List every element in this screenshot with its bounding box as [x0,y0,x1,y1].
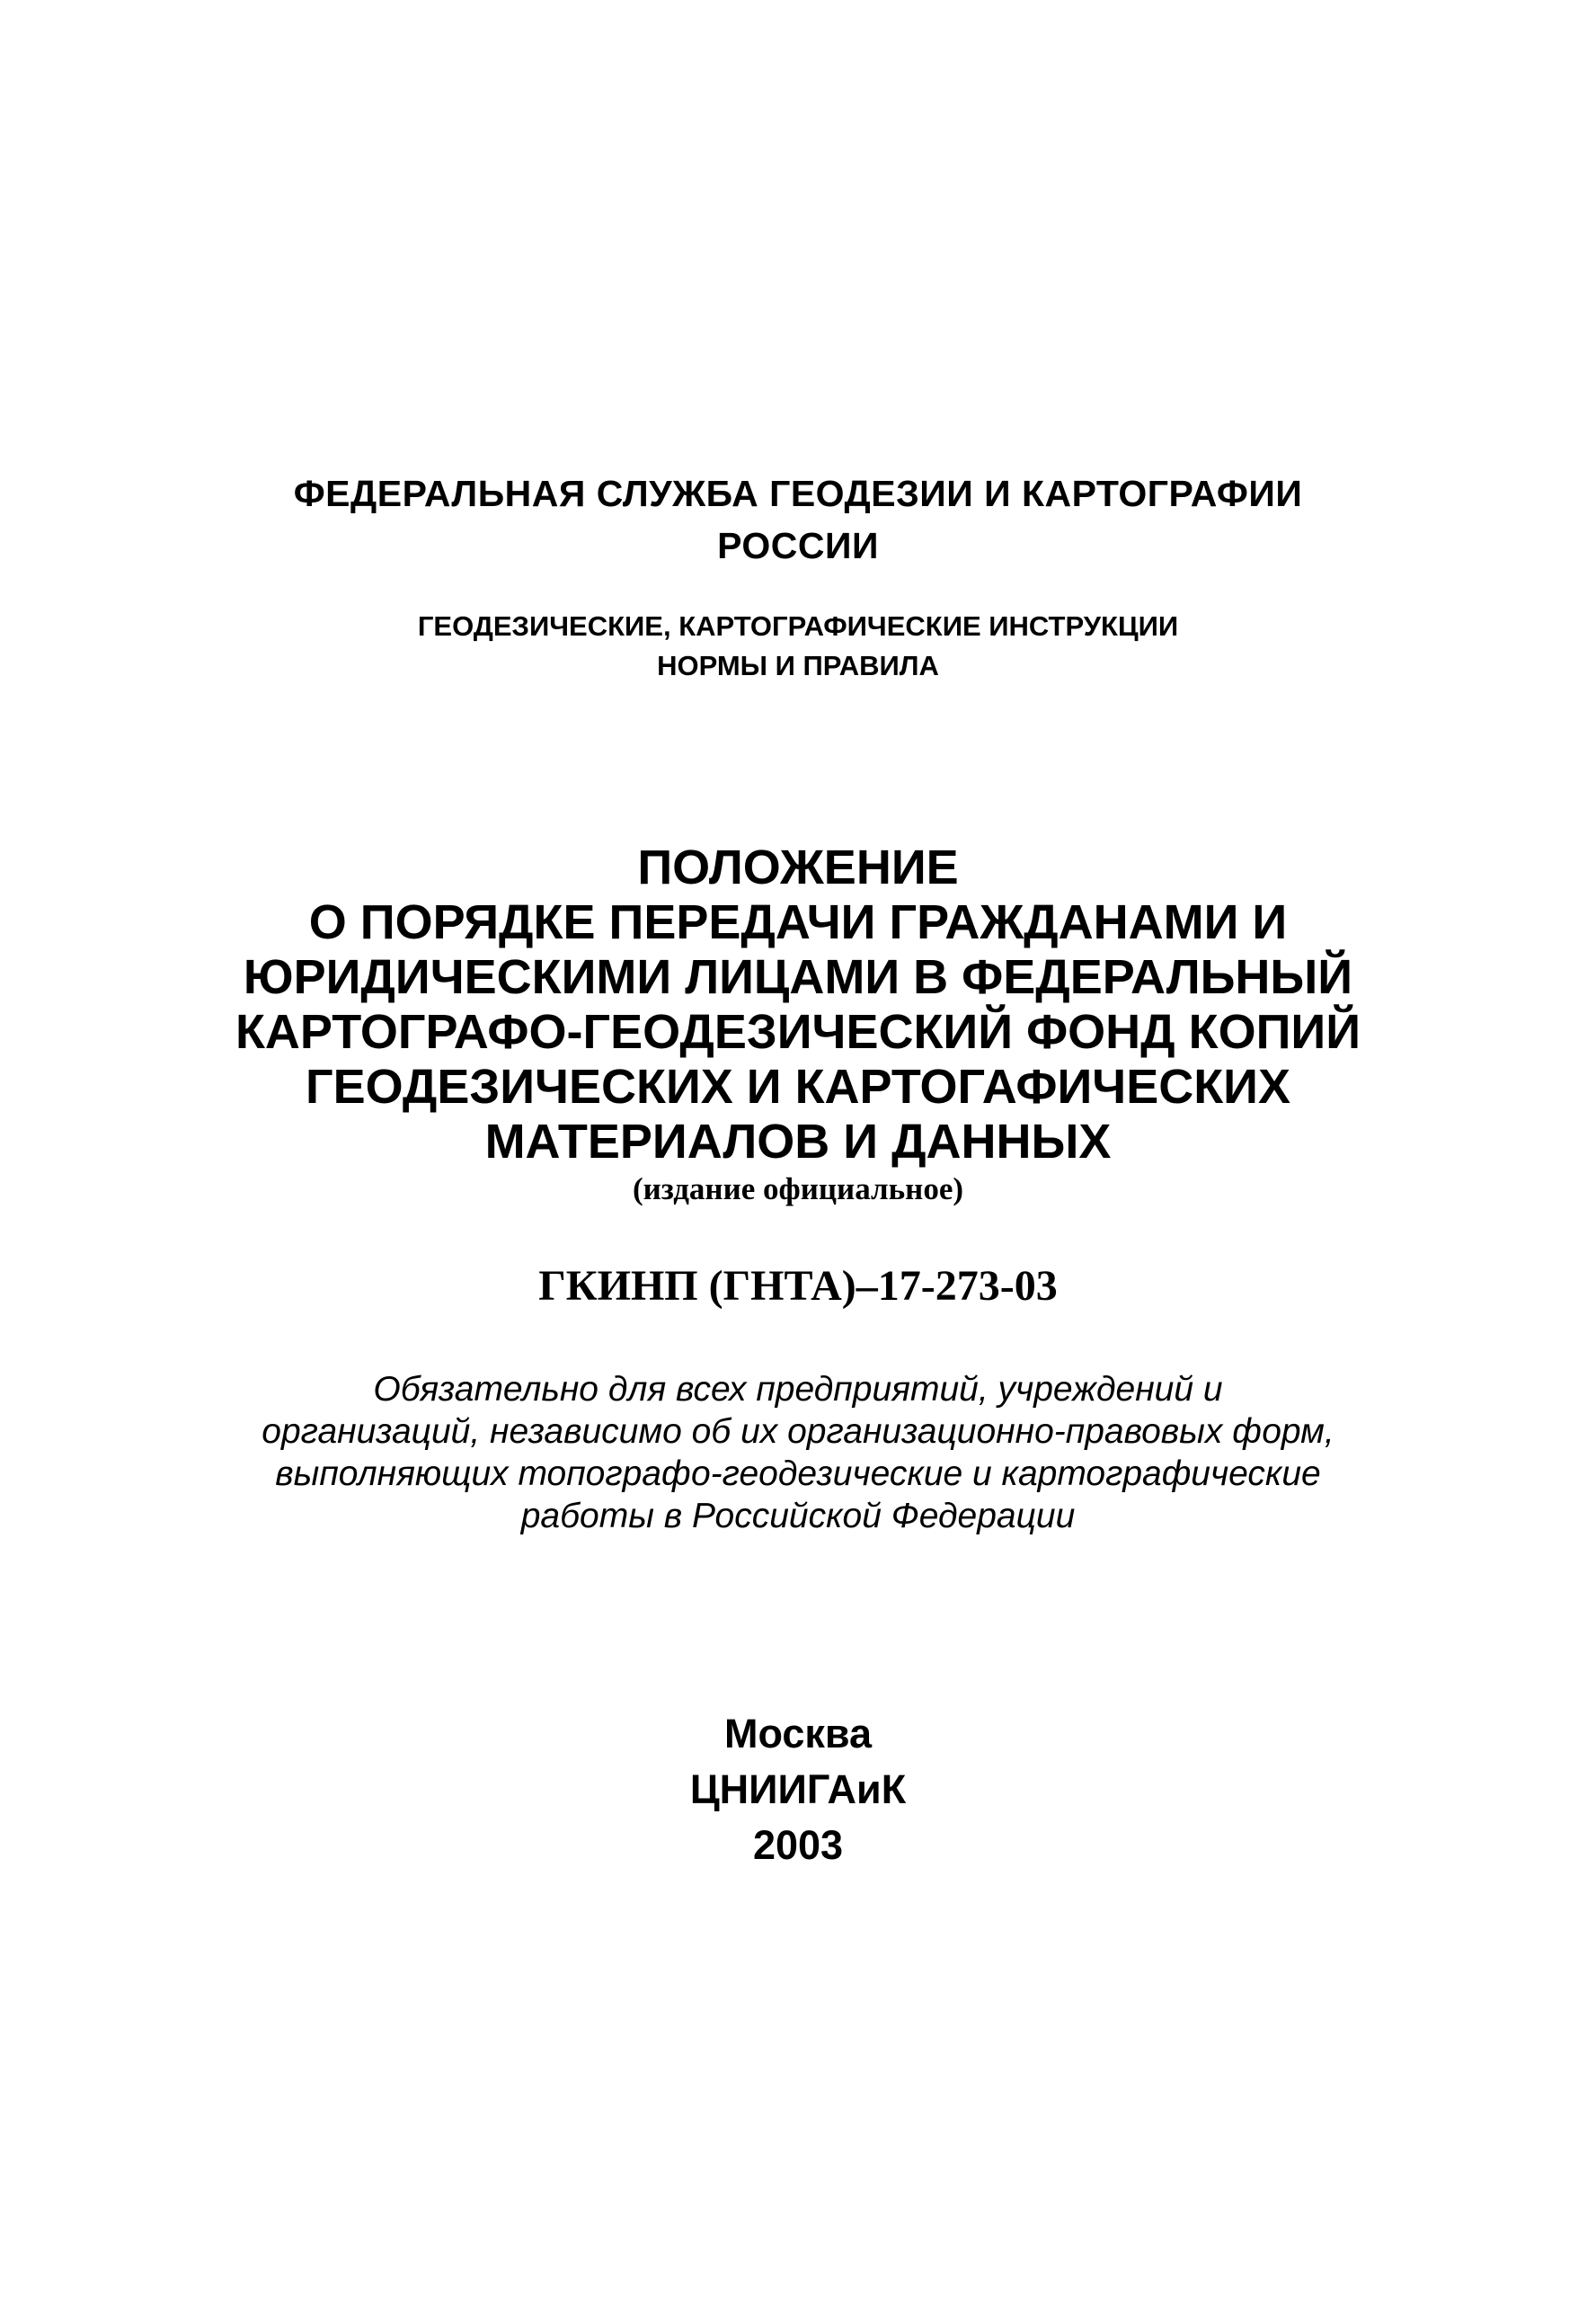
title-line: О ПОРЯДКЕ ПЕРЕДАЧИ ГРАЖДАНАМИ И [308,895,1288,949]
document-title [0,840,1596,1169]
title-line: КАРТОГРАФО-ГЕОДЕЗИЧЕСКИЙ ФОНД КОПИЙ [235,1005,1361,1059]
scope-statement [0,1368,1596,1537]
document-code: ГКИНП (ГНТА)–17-273-03 [538,1262,1058,1310]
imprint-publisher: ЦНИИГАиК [689,1766,907,1812]
imprint-city: Москва [723,1711,873,1756]
title-line: ЮРИДИЧЕСКИМИ ЛИЦАМИ В ФЕДЕРАЛЬНЫЙ [243,950,1353,1004]
organization-line: ФЕДЕРАЛЬНАЯ СЛУЖБА ГЕОДЕЗИИ И КАРТОГРАФИИ [293,473,1303,514]
series-line: ГЕОДЕЗИЧЕСКИЕ, КАРТОГРАФИЧЕСКИЕ ИНСТРУКЦИИ [417,610,1179,642]
series-line: НОРМЫ И ПРАВИЛА [657,650,939,681]
organization-line: РОССИИ [717,525,879,566]
edition-note: (издание официальное) [632,1171,964,1206]
organization-heading [0,467,1596,572]
scope-line: организаций, независимо об их организационно-правовых форм, [262,1412,1334,1451]
scope-line: работы в Российской Федерации [520,1497,1076,1535]
imprint-year: 2003 [752,1822,844,1868]
title-line: ПОЛОЖЕНИЕ [637,840,959,894]
series-heading [0,607,1596,686]
scope-line: выполняющих топографо-геодезические и картографические [275,1454,1321,1493]
title-line: ГЕОДЕЗИЧЕСКИХ И КАРТОГАФИЧЕСКИХ [305,1060,1291,1114]
imprint [0,1706,1596,1873]
title-line: МАТЕРИАЛОВ И ДАННЫХ [484,1115,1112,1169]
scope-line: Обязательно для всех предприятий, учреждений и [373,1370,1223,1409]
